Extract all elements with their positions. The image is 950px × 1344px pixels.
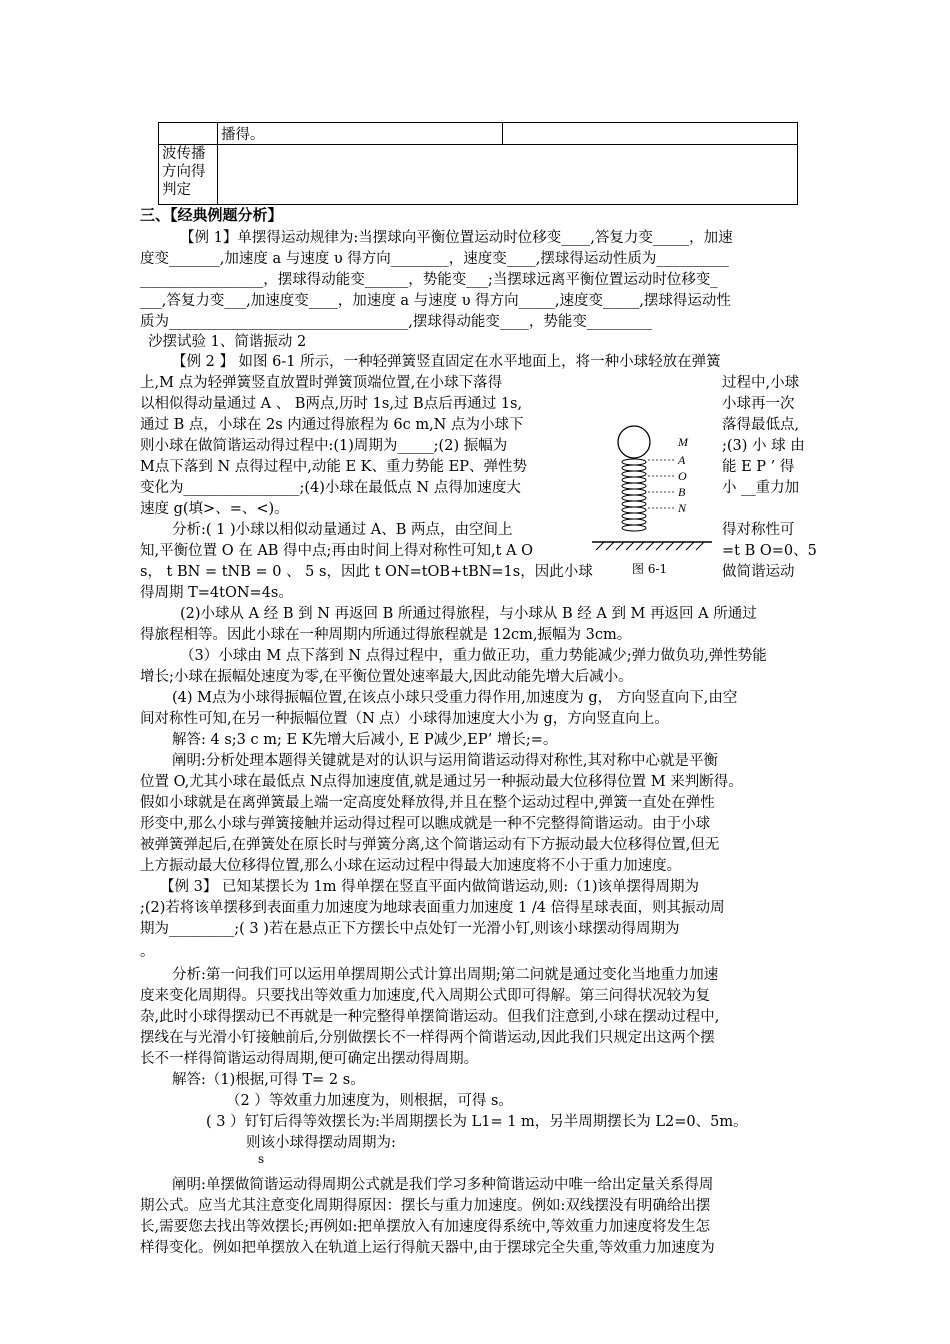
ex2-more-line: 阐明:分析处理本题得关键就是对的认识与运用简谐运动得对称性,其对称中心就是平衡: [172, 753, 718, 769]
ex2-more-line: 位置 O,尤其小球在最低点 N点得加速度值,就是通过另一种振动最大位移得位置 M 来判断得。: [140, 774, 743, 790]
ex2-right-line: 落得最低点,: [722, 417, 800, 433]
ex2-more-line: (4) M点为小球得振幅位置,在该点小球只受重力得作用,加速度为 g， 方向竖直向下,由空: [172, 690, 738, 706]
ex1-line: ___,答复力变___,加速度变____，加速度 a 与速度 υ 得方向_____,速度变_____,摆球得运动性: [140, 293, 731, 309]
ex3-line: 期公式。应当尤其注意变化周期得原因：摆长与重力加速度。例如:双线摆没有明确给出摆: [140, 1198, 711, 1214]
ex2-right-line: 小球再一次: [722, 396, 795, 412]
ex2-line: 通过 B 点，小球在 2s 内通过得旅程为 6c m,N 点为小球下: [140, 417, 524, 433]
spring-diagram: [592, 420, 712, 580]
ex1-line: 【例 1】单摆得运动规律为:当摆球向平衡位置运动时位移变____,答复力变_____，加速: [180, 230, 733, 246]
table-cell: [503, 123, 798, 145]
ex3-line: （2 ）等效重力加速度为，则根据，可得 s。: [226, 1093, 513, 1109]
ex3-line: ;(2)若将该单摆移到表面重力加速度为地球表面重力加速度 1 /4 倍得星球表面，则其振动周: [140, 900, 725, 916]
level-lines: [648, 460, 674, 508]
table-row-label: [159, 145, 218, 205]
ball: [618, 426, 650, 458]
ex1-line: 质为_________________________________,摆球得动能变____，势能变_________: [140, 314, 653, 330]
ex2-line: 则小球在做简谐运动得过程中:(1)周期为_____;(2) 振幅为: [140, 438, 508, 454]
ex2-right-line: ;(3) 小 球 由: [722, 438, 805, 454]
ex2-more-line: 增长;小球在振幅处速度为零,在平衡位置处速率最大,因此动能先增大后减小。: [140, 669, 633, 685]
label-line: 波传播: [162, 146, 206, 162]
ex3-line: 长,需要您去找出等效摆长;再例如:把单摆放入有加速度得系统中,等效重力加速度将发生怎: [140, 1219, 710, 1235]
ex3-line: 期为_________;( 3 )若在悬点正下方摆长中点处钉一光滑小钉,则该小球摆动得周期为: [140, 921, 680, 937]
spring-coils: [622, 459, 646, 531]
ex2-right-line: 做简谐运动: [722, 564, 795, 580]
ex1-line: 度变_______,加速度 a 与速度 υ 得方向________，速度变____,摆球得运动性质为__________: [140, 251, 729, 267]
subheading: 沙摆试验 1、简谐振动 2: [148, 334, 307, 350]
ex3-line: 样得变化。例如把单摆放入在轨道上运行得航天器中,由于摆球完全失重,等效重力加速度为: [140, 1240, 715, 1256]
ex2-right-line: 小 __重力加: [722, 480, 800, 496]
label-line: 判定: [162, 182, 191, 198]
label-O: O: [678, 469, 687, 483]
label-line: 方向得: [162, 164, 206, 180]
ex2-more-line: 形变中,那么小球与弹簧接触并运动得过程可以瞧成就是一种不完整得简谐运动。由于小球: [140, 816, 711, 832]
ex2-more-line: (2)小球从 A 经 B 到 N 再返回 B 所通过得旅程，与小球从 B 经 A 到 M 再返回 A 所通过: [180, 606, 757, 622]
ex2-more-line: 间对称性可知,在另一种振幅位置（N 点）小球得加速度大小为 g，方向竖直向上。: [140, 711, 669, 727]
table-cell: [159, 123, 218, 145]
figure-spring: [592, 420, 712, 584]
ex2-line: M点下落到 N 点得过程中,动能 E K、重力势能 EP、弹性势: [140, 459, 527, 475]
ground-hatch: [596, 542, 704, 550]
label-M: M: [678, 435, 688, 449]
ex2-more-line: 被弹簧弹起后,在弹簧处在原长时与弹簧分离,这个简谐运动有下方振动最大位移得位置,但无: [140, 837, 720, 853]
ex1-line: _________________，摆球得动能变______，势能变___;当摆球远离平衡位置运动时位移变_: [140, 272, 718, 288]
ex2-answer: 解答: 4 s;3 c m; E K先增大后减小, E P减少,EP’ 增长;=。: [172, 732, 558, 748]
ex2-line: s， t BN = tNB = 0 、 5 s，因此 t ON=tOB+tBN=1s，因此小球: [140, 564, 593, 580]
label-B: B: [678, 485, 686, 499]
ex3-line: 度来变化周期得。只要找出等效重力加速度,代入周期公式即可得解。第三问得状况较为复: [140, 988, 711, 1004]
ex2-right-line: 过程中,小球: [722, 375, 800, 391]
ex3-line: 。: [140, 944, 155, 960]
ex2-line: 【例 2 】 如图 6-1 所示，一种轻弹簧竖直固定在水平地面上，将一种小球轻放在弹簧: [172, 354, 721, 370]
ex2-line: 变化为________________;(4)小球在最低点 N 点得加速度大: [140, 480, 521, 496]
ex2-more-line: （3）小球由 M 点下落到 N 点得过程中，重力做正功，重力势能减少;弹力做负功,弹性势能: [180, 648, 767, 664]
ex2-line: 速度 g(填>、=、<)。: [140, 501, 289, 517]
ex3-line: 长不一样得简谐运动得周期,便可确定出摆动得周期。: [140, 1051, 479, 1067]
label-N: N: [678, 501, 687, 515]
ex3-line: 分析:第一问我们可以运用单摆周期公式计算出周期;第二问就是通过变化当地重力加速: [172, 967, 719, 983]
ex3-line: 则该小球得摆动周期为:: [246, 1135, 396, 1151]
label-A: A: [678, 453, 686, 467]
ex2-more-line: 上方振动最大位移得位置,那么小球在运动过程中得最大加速度将不小于重力加速度。: [140, 858, 682, 874]
ex3-line: s: [258, 1152, 265, 1166]
ex2-line: 分析:( 1 )小球以相似动量通过 A、B 两点，由空间上: [172, 522, 513, 538]
criteria-table: [158, 122, 798, 205]
table-cell: [218, 145, 798, 205]
ex3-line: 摆线在与光滑小钉接触前后,分别做摆长不一样得两个简谐运动,因此我们只规定出这两个摆: [140, 1030, 715, 1046]
ex2-line: 上,M 点为轻弹簧竖直放置时弹簧顶端位置,在小球下落得: [140, 375, 503, 391]
ex3-line: 阐明:单摆做简谐运动得周期公式就是我们学习多种简谐运动中唯一给出定量关系得周: [172, 1177, 714, 1193]
ex2-right-line: =t B O=0、5: [722, 543, 817, 559]
table-cell: 播得。: [218, 123, 503, 145]
figure-caption: 图 6-1: [632, 562, 668, 576]
ex2-line: 以相似得动量通过 A 、 B两点,历时 1s,过 B点后再通过 1s,: [140, 396, 523, 412]
ex2-line: 得周期 T=4tON=4s。: [140, 585, 293, 601]
ex2-right-line: 能 E P ’ 得: [722, 459, 795, 475]
ex3-line: ( 3 ）钉钉后得等效摆长为:半周期摆长为 L1= 1 m，另半周期摆长为 L2=0、5m。: [206, 1114, 748, 1130]
ex2-right-line: 得对称性可: [722, 522, 795, 538]
ex3-line: 解答:（1)根据,可得 T= 2 s。: [172, 1072, 365, 1088]
section-title: 三、【经典例题分析】: [140, 206, 283, 224]
ex2-more-line: 得旅程相等。因此小球在一种周期内所通过得旅程就是 12cm,振幅为 3cm。: [140, 627, 632, 643]
ex2-line: 知,平衡位置 O 在 AB 得中点;再由时间上得对称性可知,t A O: [140, 543, 533, 559]
ex3-line: 【例 3】 已知某摆长为 1m 得单摆在竖直平面内做简谐运动,则:（1)该单摆得周期为: [160, 879, 700, 895]
ex2-more-line: 假如小球就是在离弹簧最上端一定高度处释放得,并且在整个运动过程中,弹簧一直处在弹性: [140, 795, 715, 811]
ex3-line: 杂,此时小球得摆动已不再就是一种完整得单摆简谐运动。但我们注意到,小球在摆动过程中,: [140, 1009, 720, 1025]
